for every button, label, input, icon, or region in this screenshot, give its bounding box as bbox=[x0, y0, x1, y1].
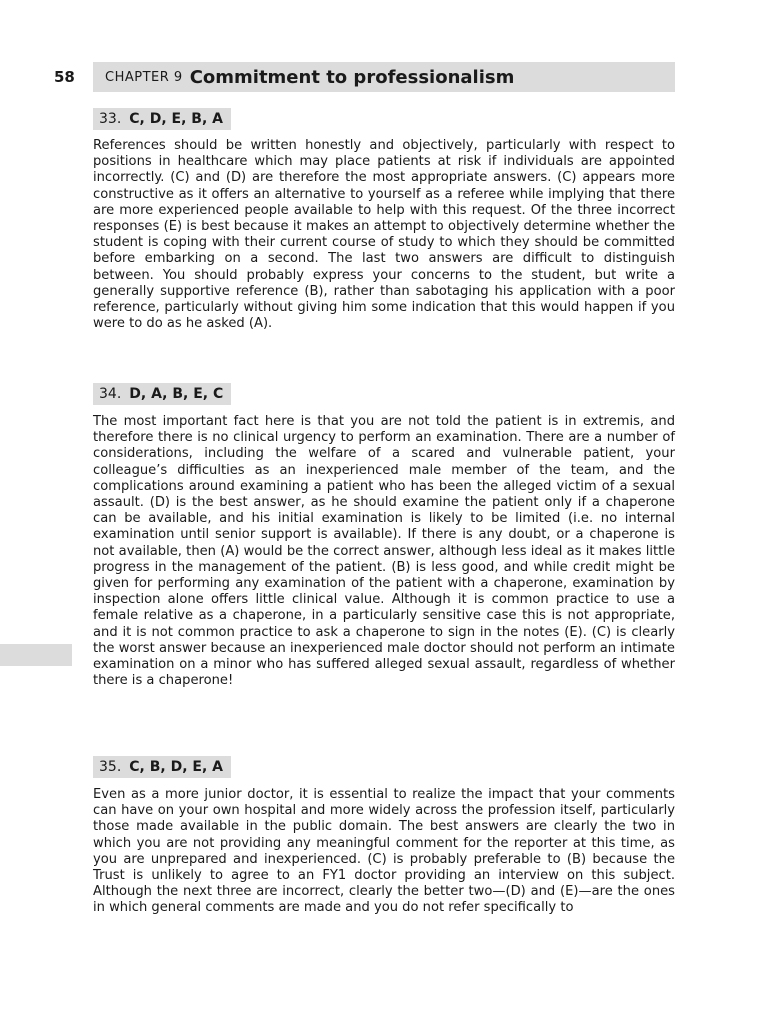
question-number: 33. bbox=[99, 111, 122, 127]
chapter-label: CHAPTER 9 bbox=[105, 69, 183, 85]
chapter-title: Commitment to professionalism bbox=[189, 66, 515, 88]
chapter-header bbox=[93, 62, 675, 92]
answer-label-35 bbox=[93, 756, 231, 778]
answer-label-33 bbox=[93, 108, 231, 130]
side-thumb-tab bbox=[0, 644, 72, 666]
answer-label-34 bbox=[93, 383, 231, 405]
answer-order: C, B, D, E, A bbox=[129, 759, 223, 775]
explanation-paragraph-34: The most important fact here is that you are not told the patient is in extremis, and therefore there is no clinical urgency to perform an examination. There are a number of considerations, including the welfare of a scared and vulnerable patient, your colleague’s difficulties as an inexperienced male member of the team, and the complications around examining a patient who has been the alleged victim of a sexual assault. (D) is the best answer, as he should examine the patient only if a chaperone can be available, and his initial examination is likely to be limited (i.e. no internal examination until senior support is available). If there is any doubt, or a chaperone is not available, then (A) would be the correct answer, although less ideal as it makes little progress in the management of the patient. (B) is less good, and while credit might be given for performing any examination of the patient with a chaperone, examination by inspection alone offers little clinical value. Although it is common practice to use a female relative as a chaperone, in a particularly sensitive case this is not appropriate, and it is not common practice to ask a chaperone to sign in the notes (E). (C) is clearly the worst answer because an inexperienced male doctor should not perform an intimate examination on a minor who has suffered alleged sexual assault, regardless of whether there is a chaperone! bbox=[93, 414, 675, 689]
explanation-paragraph-33: References should be written honestly and objectively, particularly with respect to positions in healthcare which may place patients at risk if individuals are appointed incorrectly. (C) and (D) are therefore the most appropriate answers. (C) appears more constructive as it offers an alternative to yourself as a referee while implying that there are more experienced people available to help with this request. Of the three incorrect responses (E) is best because it makes an attempt to objectively determine whether the student is coping with their current course of study to which they should be committed before embarking on a second. The last two answers are difficult to distinguish between. You should probably express your concerns to the student, but write a generally supportive reference (B), rather than sabotaging his application with a poor reference, particularly without giving him some indication that this would happen if you were to do as he asked (A). bbox=[93, 138, 675, 332]
answer-order: C, D, E, B, A bbox=[129, 111, 223, 127]
question-number: 34. bbox=[99, 386, 122, 402]
explanation-paragraph-35: Even as a more junior doctor, it is essential to realize the impact that your comments can have on your own hospital and more widely across the profession itself, particularly those made available in the public domain. The best answers are clearly the two in which you are not providing any meaningful comment for the reporter at this time, as you are unprepared and inexperienced. (C) is probably preferable to (B) because the Trust is unlikely to agree to an FY1 doctor providing an interview on this subject. Although the next three are incorrect, clearly the better two—(D) and (E)—are the ones in which general comments are made and you do not refer specifically to bbox=[93, 787, 675, 916]
answer-order: D, A, B, E, C bbox=[129, 386, 224, 402]
page-number: 58 bbox=[54, 68, 75, 86]
question-number: 35. bbox=[99, 759, 122, 775]
